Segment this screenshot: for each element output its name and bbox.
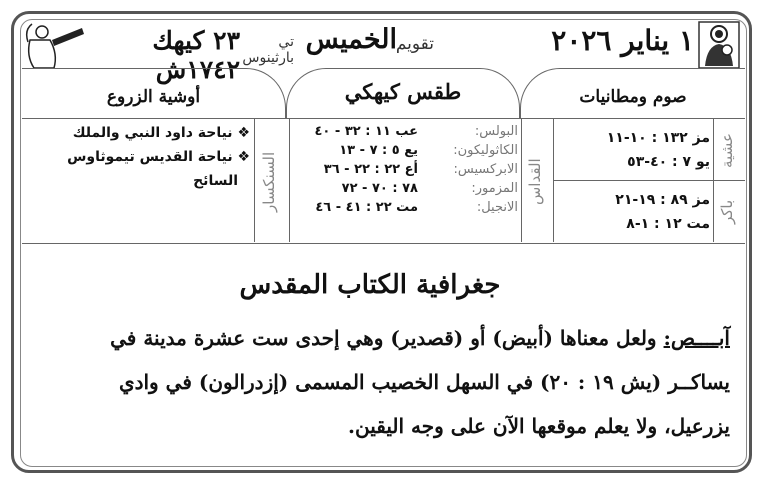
- liturgy-label-psalm: المزمور:: [471, 181, 518, 196]
- synaxarium-line-3: السائح: [193, 173, 238, 189]
- liturgy-acts: أع ٢٢ : ٢٢ - ٣٦: [323, 162, 418, 177]
- matins-label: باكر: [718, 199, 736, 225]
- synaxarium-label: السنكسار: [260, 151, 278, 213]
- synaxarium-line-1: ❖ نياحة داود النبي والملك: [72, 125, 250, 141]
- article-line-3: يزرعيل، ولا يعلم موقعها الآن على وجه اليقين.: [348, 414, 730, 438]
- tab-rite: طقس كيهكي: [286, 68, 520, 118]
- tab-agriculture: أوشية الزروع: [22, 68, 286, 118]
- saint-icon: [697, 20, 741, 70]
- matins-psalm: مز ٨٩ : ١٩-٢١: [615, 192, 710, 208]
- divider: [254, 118, 255, 242]
- coptic-date: ٢٣ كيهك ١٧٤٢ش: [152, 26, 240, 84]
- liturgy-label-catholic: الكاثوليكون:: [453, 143, 518, 158]
- vespers-gospel: يو ٧ : ٤٠-٥٣: [627, 154, 710, 170]
- calendar-label: تقويم: [395, 34, 434, 54]
- article-title: جغرافية الكتاب المقدس: [239, 270, 501, 300]
- liturgy-psalm: ٧٨ : ٧٠ - ٧٢: [341, 181, 418, 196]
- angel-trumpet-icon: [24, 20, 86, 72]
- matins-gospel: مت ١٢ : ١-٨: [626, 216, 710, 232]
- liturgy-label-gospel: الانجيل:: [476, 200, 518, 215]
- synaxarium-line-2: ❖ نياحة القديس تيموثاوس: [67, 149, 250, 165]
- ti-parthenos-label: تي بارثينوس: [242, 34, 294, 66]
- liturgy-catholic: يع ٥ : ٧ - ١٣: [339, 143, 418, 158]
- tab-fasts: صوم ومطانيات: [520, 68, 745, 118]
- liturgy-label-pauline: البولس:: [474, 124, 518, 139]
- liturgy-gospel: مت ٢٢ : ٤١ - ٤٦: [315, 200, 418, 215]
- gregorian-date: ١ يناير ٢٠٢٦: [551, 24, 694, 57]
- article-line-2-text: (يش ١٩ : ٢٠) في السهل الخصيب المسمى (إزدرالون) في وادي: [118, 370, 669, 394]
- liturgy-label: القداس: [526, 158, 544, 206]
- vespers-label: عشية: [718, 133, 736, 169]
- weekday: الخميس: [305, 24, 397, 55]
- liturgy-label-acts: الابركسيس:: [453, 162, 518, 177]
- divider: [553, 180, 745, 181]
- divider: [521, 118, 522, 242]
- article-line-1-text: ولعل معناها (أبيض) أو (قصدير) وهي إحدى ست عشرة مدينة في: [110, 326, 664, 350]
- article-keyword: آبــــص:: [663, 326, 730, 350]
- article-line-1: [40, 326, 730, 350]
- liturgy-pauline: عب ١١ : ٣٢ - ٤٠: [314, 124, 418, 139]
- divider: [289, 118, 290, 242]
- vespers-psalm: مز ١٣٢ : ١٠-١١: [606, 130, 710, 146]
- article-line-2-word: يساكــر: [668, 370, 730, 394]
- article-line-2: [40, 370, 730, 394]
